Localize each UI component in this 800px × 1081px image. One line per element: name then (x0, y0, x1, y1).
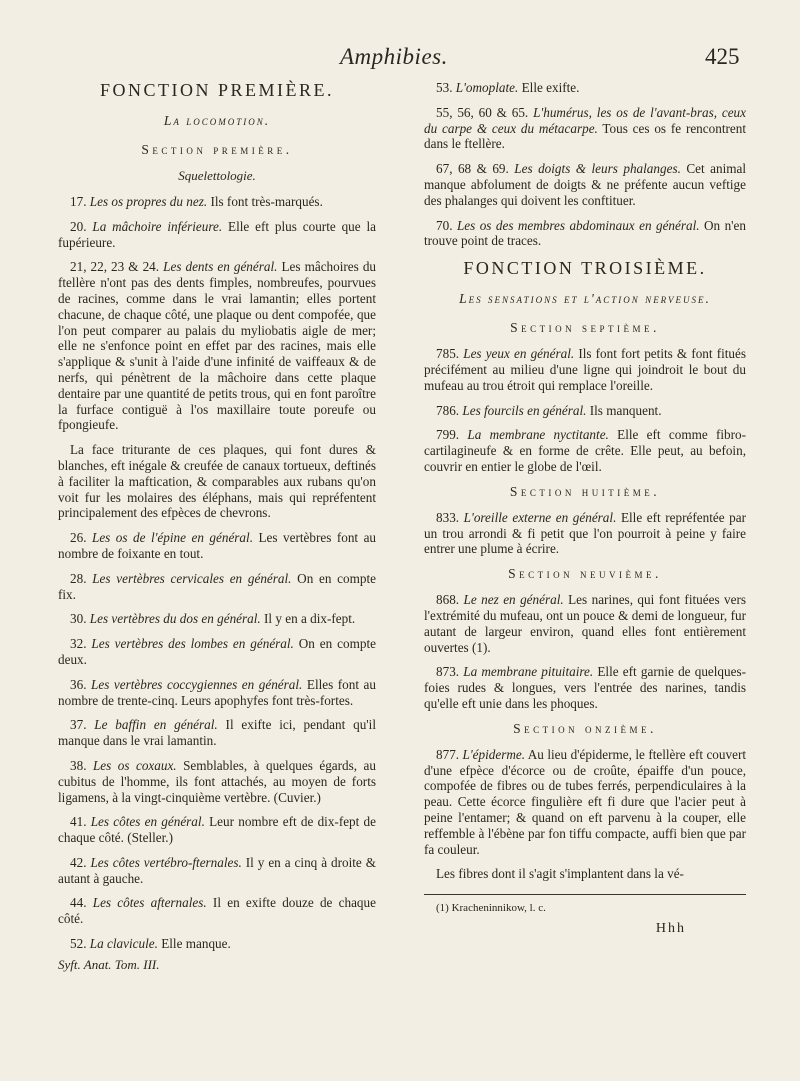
paragraph-number: 32. (70, 636, 87, 652)
section-7-paragraphs (424, 346, 746, 475)
paragraph-number: 786. (436, 402, 460, 418)
section-8-paragraphs (424, 510, 746, 557)
section-11-paragraphs (424, 747, 746, 882)
paragraph (424, 427, 746, 474)
paragraph-number: 799. (436, 427, 460, 443)
paragraph-number: 37. (70, 717, 87, 733)
paragraph-number: 17. (70, 194, 87, 209)
paragraph-text: On en compte fix. (58, 570, 376, 602)
paragraph-text: Tous ces os fe rencontrent dans le ftellère. (424, 120, 746, 152)
paragraph-text: Elle eft repréfentée par un trou arrondi & fi petit que l'on pourroit à peine y faire entrer une plume à écrire. (424, 509, 747, 557)
paragraph (424, 866, 746, 882)
paragraph (58, 442, 376, 521)
paragraph-text: Il y en a cinq à droite & autant à gauche. (58, 854, 376, 886)
paragraph-title: Les côtes vertébro-fternales. (90, 854, 242, 870)
paragraph-text: Semblables, à quelques égards, au cubitus de l'homme, ils font attachés, au moyen de forts ligamens, à la vingt-cinquième vertèbre. (Cuvier.) (58, 757, 376, 805)
subtitle-heading-3: Les sensations et l'action nerveuse. (459, 291, 711, 307)
paragraph-number: 36. (70, 676, 87, 692)
left-column (58, 80, 376, 973)
paragraph (58, 611, 376, 627)
paragraph-number: 53. (436, 80, 453, 95)
fonction-heading-3: FONCTION TROISIÈME. (463, 258, 707, 279)
paragraph-title: Les vertèbres du dos en général. (89, 611, 261, 627)
paragraph (424, 592, 746, 655)
paragraph-text: Elle eft garnie de quelques-foies rudes & longues, vers l'entrée des narines, tandis qu'elle eft unie dans les phoques. (424, 664, 746, 711)
paragraph-number: 67, 68 & 69. (436, 161, 509, 177)
paragraph-text: Les vertèbres font au nombre de foixante en tout. (58, 530, 377, 561)
paragraph-number: 20. (70, 218, 87, 234)
printer-signature: Hhh (655, 920, 686, 936)
paragraph-title: La membrane nyctitante. (467, 427, 609, 443)
paragraph-text: La face triturante de ces plaques, qui font dures & blanches, eft inégale & creufée de canaux tortueux, deftinés à faciliter la maftication, & comparables aux rubans qu'on voit fur les molaires des éléphans, mais qui repréfentent principalement des efpèces de chevrons. (58, 442, 376, 521)
paragraph (424, 664, 746, 711)
paragraph-title: L'oreille externe en général. (463, 509, 617, 525)
subtitle-heading: La locomotion. (163, 113, 271, 128)
paragraph-number: 868. (436, 592, 460, 608)
paragraph-title: Le baffin en général. (94, 717, 218, 733)
paragraph-text: Ils manquent. (586, 402, 662, 418)
paragraph-number: 785. (436, 346, 460, 362)
paragraph-number: 873. (436, 664, 460, 680)
paragraph (58, 530, 376, 562)
paragraph-title: Les dents en général. (163, 259, 278, 275)
paragraph-text: Il en exifte douze de chaque côté. (58, 895, 376, 927)
paragraph-text: Il y en a dix-fept. (260, 611, 356, 627)
section-9-paragraphs (424, 592, 746, 712)
page-header (0, 44, 800, 74)
paragraph-text: Il exifte ici, pendant qu'il manque dans le vrai lamantin. (58, 717, 376, 749)
paragraph-number: 833. (436, 509, 460, 525)
paragraph-number: 41. (70, 814, 87, 830)
paragraph-text: On n'en trouve point de traces. (424, 217, 746, 249)
section-9-heading: Section neuvième. (508, 566, 662, 582)
section-7-heading: Section septième. (510, 320, 660, 336)
paragraph-title: L'omoplate. (455, 80, 519, 95)
page-number: 425 (705, 44, 740, 69)
paragraph-title: Les vertèbres coccygiennes en général. (91, 676, 303, 692)
paragraph-title: Les fourcils en général. (462, 402, 587, 418)
footnote-rule (424, 894, 746, 895)
section-8-heading: Section huitième. (509, 483, 661, 499)
paragraph-title: Les os de l'épine en général. (91, 530, 253, 546)
paragraph-title: La membrane pituitaire. (463, 664, 594, 680)
paragraph-text: Les fibres dont il s'agit s'implantent dans la vé- (436, 866, 684, 882)
paragraph-number: 42. (70, 854, 87, 870)
paragraph-title: La clavicule. (89, 936, 158, 952)
paragraph-text: Ils font très-marqués. (207, 194, 323, 209)
paragraph (424, 346, 746, 393)
subsection-heading: Squelettologie. (178, 168, 256, 183)
paragraph-text: Elles font au nombre de trente-cinq. Leurs apophyfes font très-fortes. (58, 676, 377, 708)
paragraph-title: Les vertèbres des lombes en général. (91, 636, 294, 652)
running-title: Amphibies. (340, 44, 448, 69)
paragraph-number: 28. (70, 570, 87, 586)
paragraph (424, 403, 746, 419)
paragraph (58, 677, 376, 709)
paragraph (424, 747, 746, 858)
paragraph-title: Les doigts & leurs phalanges. (514, 161, 681, 177)
paragraph-number: 21, 22, 23 & 24. (70, 259, 160, 275)
paragraph (58, 814, 376, 846)
paragraph-title: Les côtes en général. (90, 814, 205, 830)
paragraph-text: Elle exifte. (518, 80, 580, 95)
fonction-heading: FONCTION PREMIÈRE. (99, 80, 334, 100)
paragraph-text: Cet animal manque abfolument de doigts & ne préfente aucun veftige des phalanges qui doivent les conftituer. (424, 161, 747, 208)
paragraph-text: Les narines, qui font fituées vers l'extrémité du mufeau, ont un pouce & demi de longueur, fur autant de largeur environ, quand elles font entièrement ouvertes (1). (424, 592, 746, 655)
paragraph-title: L'épiderme. (462, 746, 526, 762)
paragraph-title: Les os des membres abdominaux en général. (456, 217, 700, 233)
paragraph-number: 44. (70, 895, 87, 911)
paragraph-text: Elle manque. (157, 936, 231, 952)
paragraph-text: Les mâchoires du ftellère n'ont pas des dents fimples, nombreufes, pourvues de racines, comme dans le vrai lamantin; elles portent chacune, de chaque côté, une plaque ou dent compofée, que l'on peut comparer au palais du myliobatis aigle de mer; elle ne s'enfonce point en effet par des racines, mais elle s'applique & s'unit à l'aide d'une infinité de vaiffeaux & de nerfs, qui pénètrent de la mâchoire dans cette plaque dentaire par une quantité de petits trous, qui en font paroître la furface contiguë à l'os maxillaire toute poreufe ou fpongieufe. (58, 259, 377, 433)
paragraph (58, 219, 376, 251)
paragraph-title: Les vertèbres cervicales en général. (92, 570, 292, 586)
right-top-paragraphs (424, 80, 746, 249)
paragraph (58, 895, 376, 927)
paragraph-text: On en compte deux. (58, 636, 376, 667)
paragraph-title: L'humérus, les os de l'avant-bras, ceux du carpe & ceux du métacarpe. (424, 104, 747, 136)
paragraph-title: Les os propres du nez. (89, 194, 208, 209)
signature-line: Syft. Anat. Tom. III. (58, 956, 160, 972)
paragraph-number: 52. (70, 936, 87, 952)
paragraph (58, 194, 376, 210)
paragraph-number: 70. (436, 217, 453, 233)
paragraph-title: Les os coxaux. (92, 757, 177, 773)
paragraph (58, 855, 376, 887)
paragraph (424, 510, 746, 557)
paragraph-title: Les yeux en général. (463, 346, 575, 362)
paragraph (424, 105, 746, 152)
paragraph (58, 636, 376, 668)
paragraph-number: 877. (436, 746, 460, 762)
paragraph (58, 758, 376, 805)
paragraph (58, 259, 376, 433)
paragraph (58, 717, 376, 749)
paragraph-text: Elle eft comme fibro-cartilagineufe & en forme de crête. Elle peut, au befoin, couvrir en entier le globe de l'œil. (424, 427, 747, 474)
paragraph-number: 26. (70, 530, 87, 546)
paragraph-number: 38. (70, 757, 87, 773)
left-paragraphs (58, 194, 376, 952)
paragraph-title: La mâchoire inférieure. (92, 218, 223, 234)
paragraph-text: Leur nombre eft de dix-fept de chaque côté. (Steller.) (58, 814, 376, 846)
paragraph (58, 936, 376, 952)
paragraph (424, 80, 746, 96)
section-heading: Section première. (141, 142, 293, 157)
paragraph-number: 55, 56, 60 & 65. (436, 104, 529, 120)
section-11-heading: Section onzième. (513, 720, 657, 736)
paragraph-title: Le nez en général. (463, 592, 564, 608)
paragraph-number: 30. (70, 611, 87, 627)
paragraph-text: Ils font fort petits & font fitués précifément au milieu d'une ligne qui joindroit le bout du mufeau au trou étroit qui remplace l'oreille. (424, 346, 747, 393)
paragraph-text: Elle eft plus courte que la fupérieure. (58, 218, 377, 250)
paragraph (424, 218, 746, 250)
footnote: (1) Kracheninnikow, l. c. (436, 902, 546, 915)
right-column (424, 80, 746, 937)
paragraph-title: Les côtes afternales. (92, 895, 207, 911)
paragraph-text: Au lieu d'épiderme, le ftellère eft couvert d'une efpèce d'écorce ou de croûte, épaiffe d'un pouce, compofée de fibres ou de tubes ferrés, perpendiculaires à la peau. Cette écorce fingulière eft fi dure que l'acier peut à peine l'entamer; & quand on eft parvenu à la couper, elle reffemble à l'ébène par fon tiffu compacte, auffi bien que par fa couleur. (424, 746, 747, 857)
paragraph (424, 161, 746, 208)
paragraph (58, 571, 376, 603)
